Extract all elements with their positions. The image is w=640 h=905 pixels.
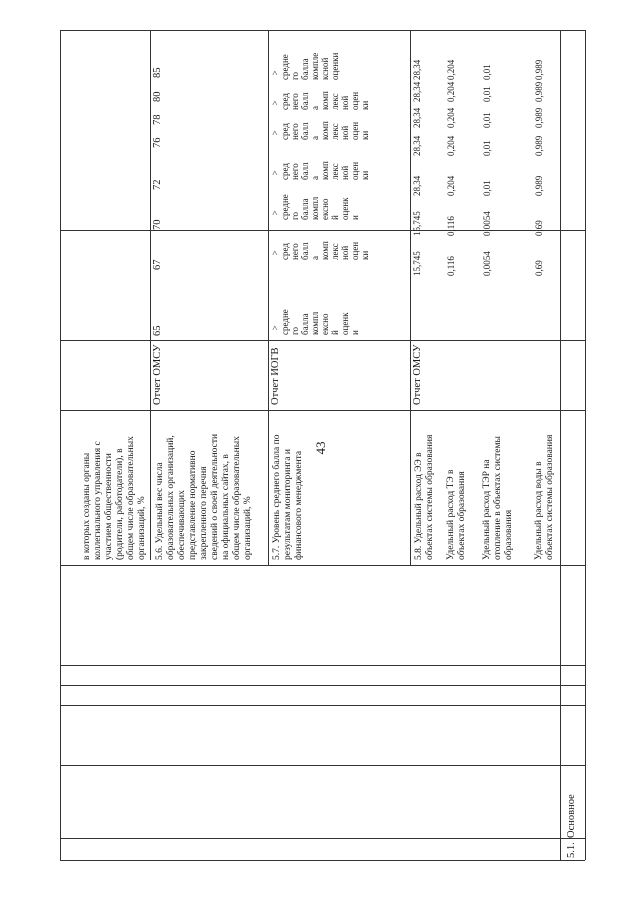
row-5-7-value: > сред него балл а комп лекс ной оцен ки [270,241,370,260]
grid-rule [60,665,585,666]
row-5-8-line-text: Удельный расход ТЭР на отопление в объектах системы образования [482,436,514,560]
row-5-8-value: 28,34 [412,59,422,80]
row-5-7-value: > средне го балла компл ексно й оценк и [270,194,360,220]
row-5-8-line-text: 5.8. Удельный расход ЭЭ в объектах системы образования [414,434,435,560]
grid-rule [560,30,561,860]
column-value-78: 78 [152,114,163,125]
grid-rule [60,30,585,31]
row-5-8-value: 0,989 [534,135,544,156]
grid-rule [410,30,411,565]
row-5-8-value: 0,204 [446,107,456,128]
grid-rule [585,30,586,70]
row-5-5-text: в которых созданы органы коллегиального управления с участием общественности (родители, работодатели), в общем числе образовательных организаций, % [82,436,147,560]
grid-rule [60,685,585,686]
row-5-7-value: > сред него балл а комп лекс ной оцен ки [270,161,370,180]
column-value-76: 76 [152,137,163,148]
row-5-8-value: 15,745 [412,251,422,276]
column-value-67: 67 [152,259,163,270]
row-5-8-value: 0,01 [482,140,492,156]
row-5-8-value: 0,989 [534,107,544,128]
column-value-72: 72 [152,179,163,190]
column-value-80: 80 [152,91,163,102]
grid-rule [60,838,585,839]
row-5-8-value: 0,01 [482,64,492,80]
row-5-8-value: 28,34 [412,175,422,196]
row-5-8-value: 0,989 [534,81,544,102]
row-5-8-value: 0,116 [446,216,456,236]
row-5-8-line-text: Удельный расход ТЭ в объектах образования [446,469,467,560]
page-number: 43 [313,441,328,455]
row-5-8-value: 0,0054 [482,251,492,276]
row-5-8-value: 28,34 [412,107,422,128]
row-5-8-value: 0,01 [482,112,492,128]
grid-rule [268,30,269,565]
row-5-8-line-text: Удельный расход воды в объектах системы образования [534,434,555,560]
row-5-8-value: 0,0054 [482,211,492,236]
row-5-6-text: 5.6. Удельный вес числа образовательных организаций, обеспечивающих представление нормативно закрепленного перечня сведений о своей деятельности на официальных сайтах, в общем числе образовательных организаций, % [155,433,253,560]
row-5-8-value: 0,989 [534,175,544,196]
row-5-8-value: 0,01 [482,180,492,196]
row-5-8-value: 15,745 [412,211,422,236]
grid-rule [60,765,585,766]
row-5-1-label: Основное [566,794,577,838]
grid-rule [150,30,151,560]
grid-rule [60,340,585,341]
grid-rule [60,565,585,566]
grid-rule [60,705,585,706]
column-value-85: 85 [152,67,163,78]
row-5-8-value: 0,204 [446,59,456,80]
row-5-6-source: Отчет ОМСУ [152,344,163,405]
row-5-8-value: 0,204 [446,135,456,156]
row-5-7-value: > средне го балла компл ексно й оценк и [270,309,360,335]
row-5-8-value: 0,01 [482,86,492,102]
row-5-8-value: 0,204 [446,81,456,102]
row-5-7-value: > сред него балл а комп лекс ной оцен ки [270,91,370,110]
grid-rule [60,230,585,231]
row-5-8-source: Отчет ОМСУ [412,344,423,405]
row-5-8-value: 28,34 [412,81,422,102]
row-5-7-source: Отчет ИОГВ [270,347,281,405]
grid-rule [60,860,585,861]
row-5-8-value: 0,204 [446,175,456,196]
row-5-8-value: 0,69 [534,260,544,276]
row-5-8-value: 0,989 [534,59,544,80]
grid-rule [560,30,561,70]
row-5-8-value: 28,34 [412,135,422,156]
row-5-1-number: 5.1. [566,842,577,858]
row-5-8-value: 0,116 [446,256,456,276]
row-5-7-text: 5.7. Уровень среднего балла по результатам мониторинга и финансового менеджмента [272,434,304,560]
row-5-8-value: 0,69 [534,220,544,236]
column-value-70: 70 [152,219,163,230]
column-value-65: 65 [152,325,163,336]
row-5-7-value: > средне го балла компле ксной оценки [270,52,340,80]
grid-rule [60,30,61,860]
grid-rule [585,30,586,860]
grid-rule [60,410,585,411]
row-5-7-value: > сред него балл а комп лекс ной оцен ки [270,121,370,140]
